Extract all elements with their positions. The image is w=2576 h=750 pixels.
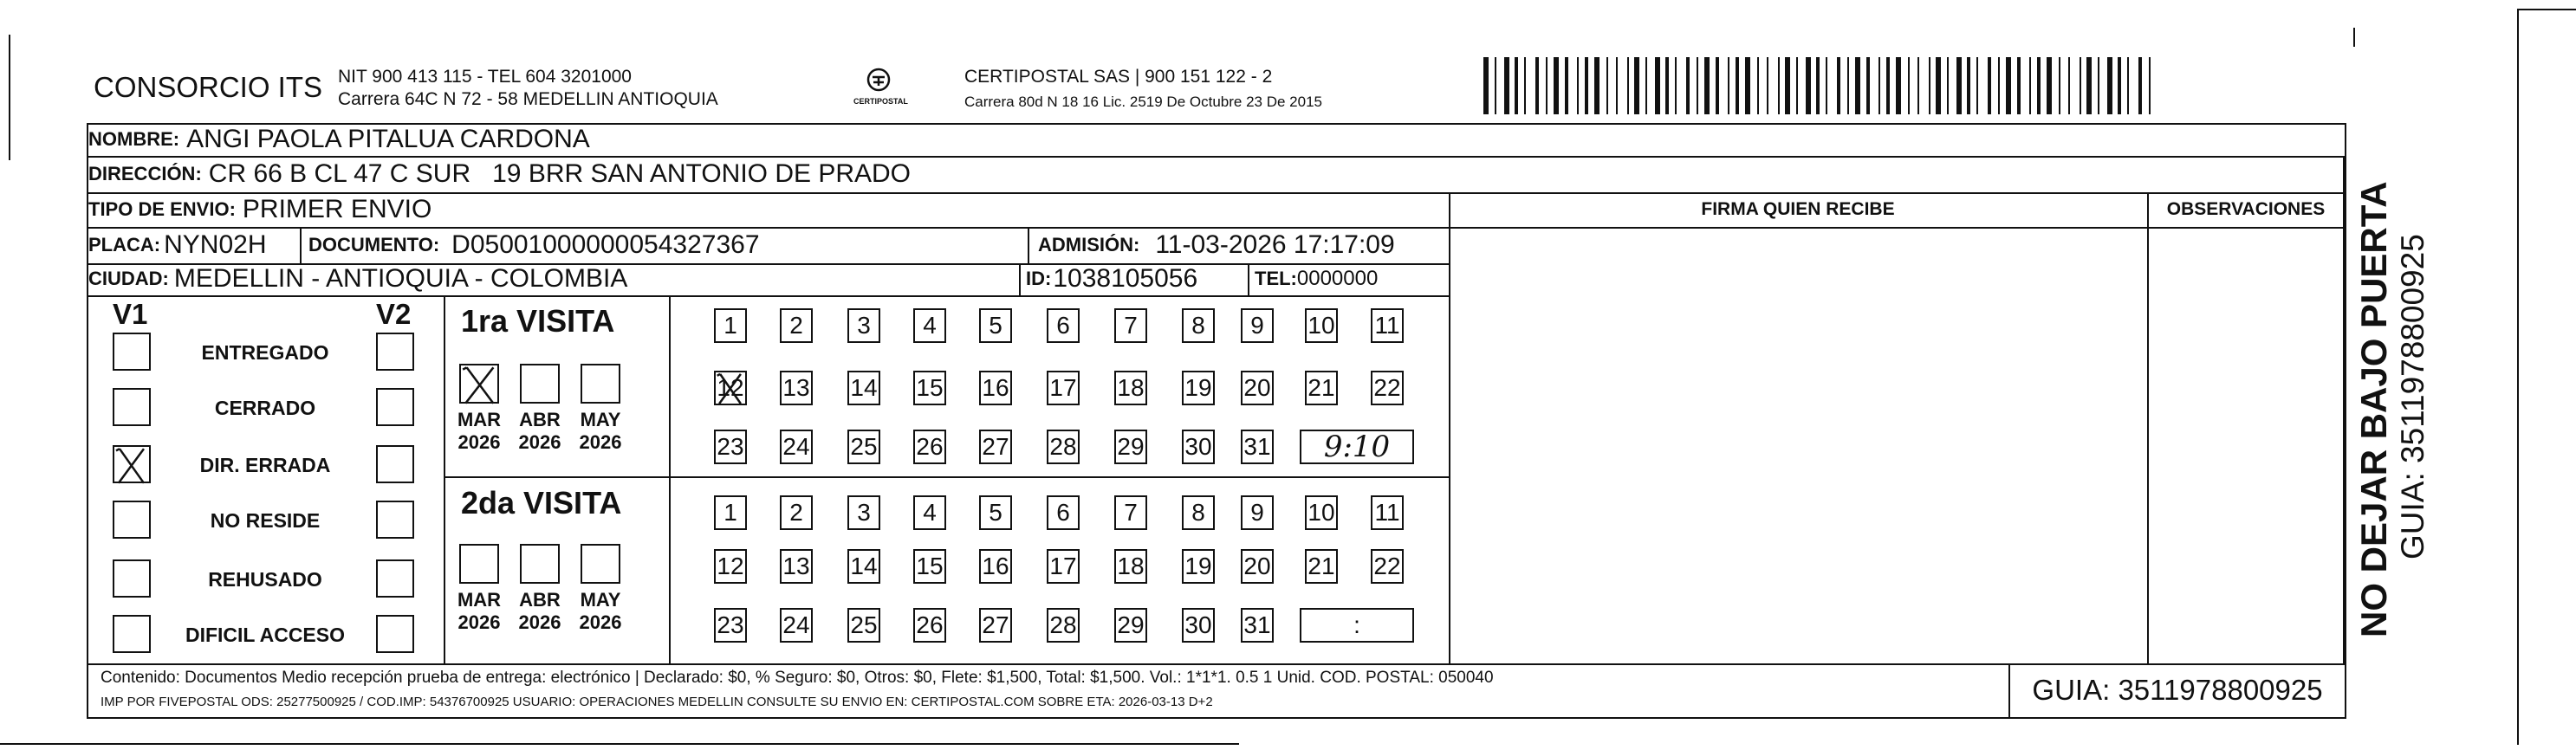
month-year: 2026 [457, 431, 501, 453]
barcode-bar [1504, 57, 1509, 114]
scan-edge-left [9, 35, 10, 160]
day-number: 14 [850, 374, 878, 401]
day-number: 29 [1117, 611, 1145, 638]
day-number: 24 [782, 611, 810, 638]
admision-label: ADMISIÓN: [1038, 234, 1140, 255]
day-box[interactable] [913, 371, 946, 405]
certipostal-logo-text: CERTIPOSTAL [853, 97, 908, 106]
barcode-bar [2047, 57, 2052, 114]
day-box[interactable] [847, 430, 880, 464]
barcode-bar [2098, 57, 2099, 114]
barcode-bar [2068, 57, 2070, 114]
side-guia: GUIA: 3511978800925 [2395, 234, 2430, 559]
day-number: 3 [857, 312, 871, 339]
tel-row [1255, 262, 1378, 296]
visit-time-box[interactable] [1300, 430, 1414, 464]
day-box[interactable] [714, 430, 747, 464]
day-box[interactable] [1371, 495, 1404, 530]
barcode-bar [1645, 57, 1647, 114]
day-box[interactable] [1305, 495, 1338, 530]
ciudad-row [88, 262, 627, 296]
day-number: 18 [1117, 374, 1145, 401]
barcode [1483, 57, 2157, 114]
barcode-bar [1855, 57, 1860, 114]
day-box[interactable] [1182, 495, 1215, 530]
v1-checkbox[interactable] [113, 388, 151, 426]
handwritten-check-mark [716, 372, 745, 405]
documento-value: D05001000000054327367 [451, 230, 760, 259]
day-number: 19 [1184, 374, 1212, 401]
day-number: 11 [1374, 499, 1400, 526]
day-number: 22 [1373, 374, 1401, 401]
day-number: 26 [916, 433, 944, 460]
barcode-bar [1736, 57, 1739, 114]
v2-checkbox[interactable] [376, 501, 414, 539]
barcode-bar [1896, 57, 1901, 114]
day-number: 30 [1184, 611, 1212, 638]
barcode-bar [1716, 57, 1719, 114]
barcode-bar [1616, 57, 1618, 114]
day-box[interactable] [780, 371, 813, 405]
v1-checkbox[interactable] [113, 445, 151, 483]
day-number: 1 [723, 312, 737, 339]
v1-checkbox[interactable] [113, 559, 151, 598]
direccion-label: DIRECCIÓN: [88, 163, 202, 184]
firma-header: FIRMA QUIEN RECIBE [1701, 199, 1895, 219]
certipostal-logo-icon [861, 68, 896, 95]
day-box[interactable] [979, 495, 1012, 530]
day-box[interactable] [847, 549, 880, 584]
barcode-bar [1495, 57, 1496, 114]
ciudad-value: MEDELLIN - ANTIOQUIA - COLOMBIA [173, 264, 628, 293]
day-box[interactable] [913, 549, 946, 584]
barcode-bar [1515, 57, 1518, 114]
barcode-bar [1796, 57, 1798, 114]
barcode-bar [1634, 57, 1639, 114]
barcode-bar [1757, 57, 1759, 114]
day-number: 16 [982, 553, 1009, 579]
v2-header: V2 [376, 298, 412, 330]
day-box[interactable] [1241, 430, 1274, 464]
tel-label: TEL: [1255, 268, 1297, 289]
barcode-bar [1594, 57, 1599, 114]
barcode-bar [1816, 57, 1820, 114]
day-number: 25 [850, 611, 878, 638]
day-number: 6 [1056, 312, 1070, 339]
barcode-bar [1565, 57, 1568, 114]
month-checkbox[interactable] [459, 544, 499, 584]
barcode-bar [1697, 57, 1698, 114]
month-year: 2026 [579, 431, 622, 453]
footer-contenido: Contenido: Documentos Medio recepción prueba de entrega: electrónico | Declarado: $0, % Seguro: $0, Otros: $0, Flete: $1,500, Total: $1,500. Vol.: 1*1*1. 0.5 1 Unid. COD. POSTAL: 050040 [101, 669, 1494, 687]
barcode-bar [1947, 57, 1949, 114]
barcode-bar [1524, 57, 1526, 114]
month-label [449, 409, 509, 454]
day-box[interactable] [1182, 371, 1215, 405]
day-box[interactable] [979, 430, 1012, 464]
barcode-bar [1627, 57, 1629, 114]
scan-edge-bottom [0, 743, 1239, 745]
day-box[interactable] [1114, 308, 1147, 343]
day-number: 5 [989, 312, 1002, 339]
day-box[interactable] [1305, 308, 1338, 343]
day-number: 26 [916, 611, 944, 638]
day-number: 10 [1307, 312, 1335, 339]
day-box[interactable] [1305, 549, 1338, 584]
month-name: ABR [519, 409, 561, 430]
day-number: 30 [1184, 433, 1212, 460]
day-box[interactable] [780, 430, 813, 464]
handwritten-check-mark [461, 365, 499, 405]
day-number: 20 [1243, 553, 1271, 579]
month-label [449, 589, 509, 634]
nombre-row [88, 122, 590, 157]
barcode-bar [1929, 57, 1930, 114]
tipo-label: TIPO DE ENVIO: [88, 198, 236, 220]
barcode-bar [1585, 57, 1588, 114]
day-number: 21 [1307, 553, 1335, 579]
direccion-value: CR 66 B CL 47 C SUR 19 BRR SAN ANTONIO DE PRADO [208, 159, 912, 188]
day-box[interactable] [979, 371, 1012, 405]
day-box[interactable] [780, 495, 813, 530]
day-number: 4 [923, 499, 937, 526]
day-box[interactable] [1114, 608, 1147, 643]
day-box[interactable] [1114, 495, 1147, 530]
day-number: 17 [1049, 553, 1077, 579]
day-number: 31 [1243, 433, 1271, 460]
month-name: MAY [580, 409, 621, 430]
month-label [570, 409, 631, 454]
v2-checkbox[interactable] [376, 445, 414, 483]
day-box[interactable] [1241, 608, 1274, 643]
day-box[interactable] [913, 308, 946, 343]
documento-row [308, 228, 760, 262]
day-number: 29 [1117, 433, 1145, 460]
barcode-bar [1988, 57, 1991, 114]
day-box[interactable] [1047, 430, 1080, 464]
month-name: MAY [580, 589, 621, 611]
v1-header: V1 [113, 298, 148, 330]
direccion-row [88, 157, 911, 191]
signature-area[interactable] [1450, 229, 2145, 662]
day-number: 28 [1049, 611, 1077, 638]
v2-checkbox[interactable] [376, 615, 414, 653]
month-year: 2026 [457, 611, 501, 633]
day-number: 6 [1056, 499, 1070, 526]
scan-edge-right [2517, 9, 2519, 745]
company-nit: NIT 900 413 115 - TEL 604 3201000 [338, 67, 632, 87]
day-number: 11 [1374, 312, 1400, 339]
day-number: 8 [1191, 312, 1205, 339]
carrier-name: CERTIPOSTAL SAS | 900 151 122 - 2 [964, 67, 1273, 87]
placa-row [88, 228, 266, 262]
day-box[interactable] [1114, 549, 1147, 584]
status-label: DIR. ERRADA [199, 454, 331, 476]
day-box[interactable] [1182, 549, 1215, 584]
barcode-bar [1837, 57, 1840, 114]
day-number: 21 [1307, 374, 1335, 401]
day-number: 1 [723, 499, 737, 526]
day-box[interactable] [1182, 308, 1215, 343]
day-number: 23 [717, 433, 744, 460]
barcode-bar [2138, 57, 2142, 114]
day-number: 23 [717, 611, 744, 638]
day-box[interactable] [913, 495, 946, 530]
observaciones-header: OBSERVACIONES [2166, 199, 2326, 219]
barcode-bar [2118, 57, 2121, 114]
visit-time-value: 9:10 [1323, 430, 1391, 464]
day-number: 18 [1117, 553, 1145, 579]
day-box[interactable] [780, 608, 813, 643]
barcode-bar [1908, 57, 1910, 114]
barcode-bar [1546, 57, 1548, 114]
day-box[interactable] [714, 495, 747, 530]
day-number: 31 [1243, 611, 1271, 638]
company-address: Carrera 64C N 72 - 58 MEDELLIN ANTIOQUIA [338, 89, 718, 109]
barcode-bar [1967, 57, 1970, 114]
visit-2-title: 2da VISITA [461, 485, 622, 520]
barcode-bar [2029, 57, 2031, 114]
day-box[interactable] [979, 549, 1012, 584]
status-label: ENTREGADO [201, 341, 329, 364]
status-label: DIFICIL ACCESO [185, 624, 345, 646]
day-box[interactable] [1241, 308, 1274, 343]
day-box[interactable] [714, 549, 747, 584]
barcode-bar [2059, 57, 2060, 114]
day-box[interactable] [979, 608, 1012, 643]
day-number: 20 [1243, 374, 1271, 401]
barcode-bar [2086, 57, 2092, 114]
v1-checkbox[interactable] [113, 333, 151, 371]
barcode-bar [1535, 57, 1539, 114]
barcode-bar [1936, 57, 1941, 114]
day-number: 15 [916, 374, 944, 401]
visit-time-value: : [1353, 611, 1360, 638]
month-name: ABR [519, 589, 561, 611]
barcode-bar [1675, 57, 1677, 114]
day-number: 28 [1049, 433, 1077, 460]
barcode-bar [1847, 57, 1849, 114]
admision-value: 11-03-2026 17:17:09 [1155, 230, 1395, 259]
day-number: 13 [782, 553, 810, 579]
barcode-bar [1976, 57, 1978, 114]
day-number: 13 [782, 374, 810, 401]
day-number: 7 [1124, 312, 1138, 339]
barcode-bar [1686, 57, 1690, 114]
barcode-bar [2006, 57, 2011, 114]
month-year: 2026 [579, 611, 622, 633]
day-box[interactable] [1047, 608, 1080, 643]
day-box[interactable] [1241, 371, 1274, 405]
v1-checkbox[interactable] [113, 501, 151, 539]
month-checkbox[interactable] [520, 364, 560, 404]
day-number: 5 [989, 499, 1002, 526]
footer-guia: GUIA: 3511978800925 [2032, 674, 2323, 706]
carrier-address: Carrera 80d N 18 16 Lic. 2519 De Octubre 23 De 2015 [964, 94, 1322, 110]
observations-area[interactable] [2149, 229, 2341, 662]
barcode-bar [1886, 57, 1890, 114]
status-label: REHUSADO [208, 568, 322, 591]
nombre-label: NOMBRE: [88, 128, 180, 150]
month-label [509, 589, 570, 634]
day-box[interactable] [780, 308, 813, 343]
month-checkbox[interactable] [581, 544, 620, 584]
barcode-bar [2017, 57, 2021, 114]
barcode-bar [1554, 57, 1559, 114]
month-checkbox[interactable] [459, 364, 499, 404]
day-box[interactable] [714, 371, 747, 405]
handwritten-check-mark [114, 447, 149, 485]
day-box[interactable] [1182, 430, 1215, 464]
day-number: 14 [850, 553, 878, 579]
barcode-bar [1778, 57, 1780, 114]
tipo-value: PRIMER ENVIO [242, 195, 432, 223]
documento-label: DOCUMENTO: [308, 234, 440, 255]
placa-value: NYN02H [164, 230, 267, 259]
barcode-bar [2149, 57, 2151, 114]
barcode-bar [1767, 57, 1768, 114]
day-number: 3 [857, 499, 871, 526]
month-checkbox[interactable] [581, 364, 620, 404]
day-number: 16 [982, 374, 1009, 401]
day-box[interactable] [1114, 371, 1147, 405]
tel-value: 0000000 [1296, 267, 1379, 290]
barcode-bar [1577, 57, 1579, 114]
barcode-bar [1728, 57, 1729, 114]
side-warning: NO DEJAR BAJO PUERTA [2353, 181, 2394, 637]
day-number: 12 [717, 553, 744, 579]
barcode-bar [1878, 57, 1880, 114]
id-label: ID: [1026, 268, 1052, 289]
visit-time-box[interactable] [1300, 608, 1414, 643]
id-value: 1038105056 [1053, 264, 1198, 293]
day-box[interactable] [1371, 371, 1404, 405]
day-number: 25 [850, 433, 878, 460]
tipo-row [88, 192, 431, 227]
visit-1-title: 1ra VISITA [461, 303, 615, 339]
day-number: 8 [1191, 499, 1205, 526]
day-box[interactable] [979, 308, 1012, 343]
barcode-bar [1745, 57, 1750, 114]
day-box[interactable] [1047, 495, 1080, 530]
scan-mark [2353, 28, 2355, 47]
month-name: MAR [457, 409, 502, 430]
day-box[interactable] [714, 308, 747, 343]
day-box[interactable] [780, 549, 813, 584]
barcode-bar [1998, 57, 2000, 114]
footer-imp: IMP POR FIVEPOSTAL ODS: 25277500925 / COD.IMP: 54376700925 USUARIO: OPERACIONES MEDELLIN CONSULTE SU ENVIO EN: CERTIPOSTAL.COM SOBRE ETA: 2026-03-13 D+2 [101, 695, 1213, 709]
day-box[interactable] [1371, 549, 1404, 584]
admision-row [1038, 228, 1395, 262]
day-box[interactable] [913, 430, 946, 464]
day-number: 24 [782, 433, 810, 460]
day-number: 15 [916, 553, 944, 579]
day-number: 19 [1184, 553, 1212, 579]
day-box[interactable] [1241, 549, 1274, 584]
day-number: 17 [1049, 374, 1077, 401]
day-number: 2 [789, 499, 803, 526]
barcode-bar [1483, 57, 1489, 114]
month-year: 2026 [518, 431, 561, 453]
barcode-bar [2127, 57, 2129, 114]
day-box[interactable] [1114, 430, 1147, 464]
day-box[interactable] [1305, 371, 1338, 405]
month-name: MAR [457, 589, 502, 611]
day-box[interactable] [847, 608, 880, 643]
barcode-bar [1785, 57, 1790, 114]
id-row [1026, 262, 1197, 296]
day-box[interactable] [1047, 371, 1080, 405]
barcode-bar [2107, 57, 2112, 114]
scan-edge-top-right [2517, 9, 2576, 10]
v2-checkbox[interactable] [376, 559, 414, 598]
barcode-bar [1665, 57, 1669, 114]
day-number: 27 [982, 433, 1009, 460]
day-number: 9 [1250, 499, 1264, 526]
day-box[interactable] [1182, 608, 1215, 643]
v2-checkbox[interactable] [376, 388, 414, 426]
day-box[interactable] [714, 608, 747, 643]
v2-checkbox[interactable] [376, 333, 414, 371]
barcode-bar [1655, 57, 1660, 114]
status-label: CERRADO [214, 397, 316, 419]
barcode-bar [1866, 57, 1870, 114]
day-number: 4 [923, 312, 937, 339]
month-label [509, 409, 570, 454]
month-label [570, 589, 631, 634]
v1-checkbox[interactable] [113, 615, 151, 653]
barcode-bar [2080, 57, 2081, 114]
day-number: 12 [717, 374, 744, 401]
status-label: NO RESIDE [210, 509, 321, 532]
barcode-bar [1704, 57, 1710, 114]
day-number: 2 [789, 312, 803, 339]
day-box[interactable] [847, 495, 880, 530]
day-box[interactable] [847, 371, 880, 405]
day-number: 10 [1307, 499, 1335, 526]
day-box[interactable] [1047, 549, 1080, 584]
day-box[interactable] [1371, 308, 1404, 343]
day-number: 22 [1373, 553, 1401, 579]
day-box[interactable] [1047, 308, 1080, 343]
day-number: 27 [982, 611, 1009, 638]
barcode-bar [2037, 57, 2041, 114]
company-name: CONSORCIO ITS [94, 71, 323, 103]
ciudad-label: CIUDAD: [88, 268, 169, 289]
month-checkbox[interactable] [520, 544, 560, 584]
barcode-bar [1826, 57, 1827, 114]
nombre-value: ANGI PAOLA PITALUA CARDONA [186, 125, 590, 153]
placa-label: PLACA: [88, 234, 161, 255]
barcode-bar [1806, 57, 1811, 114]
day-number: 9 [1250, 312, 1264, 339]
barcode-bar [1956, 57, 1962, 114]
day-box[interactable] [847, 308, 880, 343]
day-box[interactable] [1241, 495, 1274, 530]
barcode-bar [1917, 57, 1919, 114]
month-year: 2026 [518, 611, 561, 633]
day-box[interactable] [913, 608, 946, 643]
barcode-bar [1606, 57, 1608, 114]
day-number: 7 [1124, 499, 1138, 526]
